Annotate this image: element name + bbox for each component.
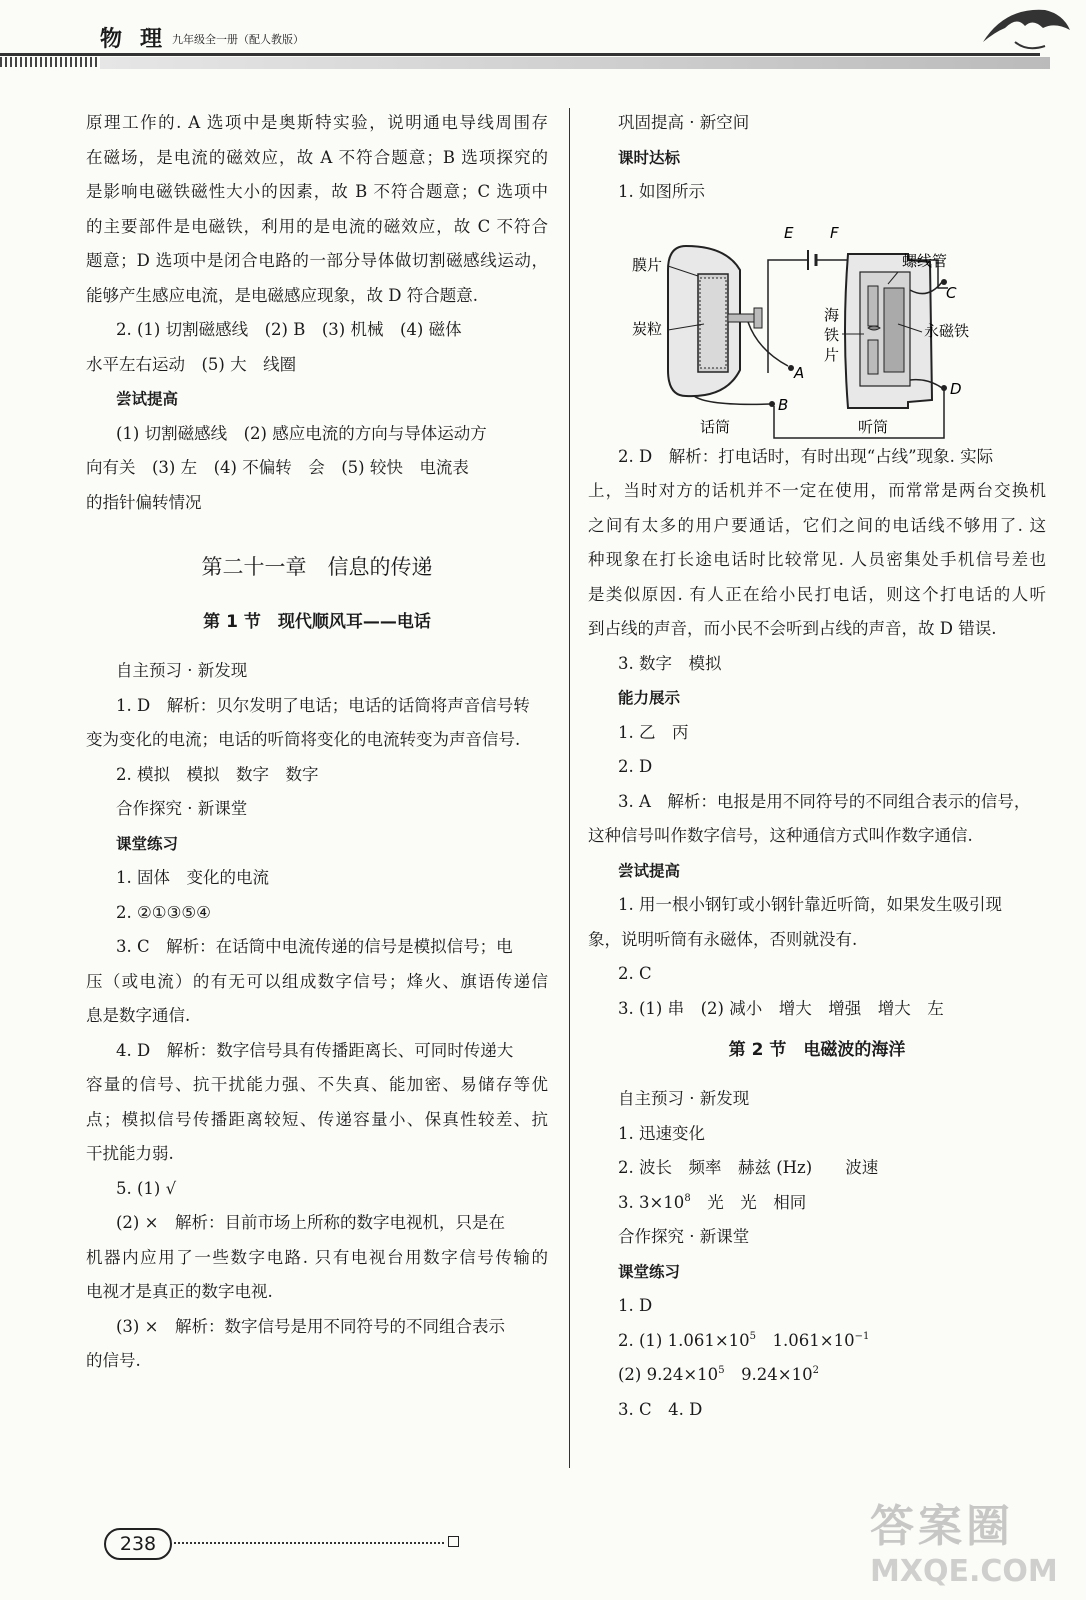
page-header xyxy=(0,0,1086,70)
part-label: 合作探究 · 新课堂 xyxy=(618,1227,750,1246)
answer-line: 3. A 解析：电报是用不同符号的不同组合表示的信号， xyxy=(618,791,1031,811)
watermark-logo: 答案圈 xyxy=(870,1501,1014,1552)
subheading: 课时达标 xyxy=(618,148,681,167)
page-number: 238 xyxy=(104,1528,172,1560)
answer-line: 3. 数字 模拟 xyxy=(618,653,722,673)
label-d: D xyxy=(950,379,962,398)
answer-line: 1. 用一根小钢钉或小钢针靠近听筒，如果发生吸引现 xyxy=(618,895,1002,914)
label-iron-2: 铁 xyxy=(824,325,840,344)
exponent: 8 xyxy=(684,1192,691,1204)
label-a: A xyxy=(794,363,805,382)
text-span: 9.24×10 xyxy=(724,1365,813,1384)
text-span: (2) 9.24×10 xyxy=(618,1365,719,1384)
text-line: 能够产生感应电流，是电磁感应现象，故 D 符合题意. xyxy=(86,285,478,305)
answer-line: 1. 迅速变化 xyxy=(618,1123,705,1143)
watermark xyxy=(870,1490,1080,1600)
exponent: 5 xyxy=(718,1365,725,1376)
answer-line xyxy=(588,1186,1046,1221)
answer-line: 1. D xyxy=(618,1296,653,1315)
answer-line: 到占线的声音，而小民不会听到占线的声音，故 D 错误. xyxy=(588,619,997,638)
header-band xyxy=(100,57,1050,69)
square-marker xyxy=(448,1536,459,1547)
answer-line: (3) × 解析：数字信号是用不同符号的不同组合表示 xyxy=(116,1316,505,1336)
answer-line: 1. 固体 变化的电流 xyxy=(116,868,269,887)
subheading: 课堂练习 xyxy=(618,1262,681,1281)
answer-line: (1) 切割磁感线 (2) 感应电流的方向与导体运动方 xyxy=(116,423,487,443)
label-coil: 螺线管 xyxy=(902,251,948,270)
answer-line: 这种信号叫作数字信号，这种通信方式叫作数字通信. xyxy=(588,826,973,845)
answer-line: 3. C 4. D xyxy=(618,1399,703,1419)
part-label: 合作探究 · 新课堂 xyxy=(116,799,248,818)
text-line: 在磁场，是电流的磁效应，故 A 不符合题意；B 选项探究的 xyxy=(86,147,548,167)
answer-line: 容量的信号、抗干扰能力强、不失真、能加密、易储存等优 xyxy=(86,1075,548,1094)
answer-line: 压（或电流）的有无可以组成数字信号；烽火、旗语传递信 xyxy=(86,971,548,991)
column-divider xyxy=(569,108,570,1468)
part-label: 自主预习 · 新发现 xyxy=(618,1089,750,1108)
answer-line: 1. D 解析：贝尔发明了电话；电话的话筒将声音信号转 xyxy=(116,695,530,715)
label-b: B xyxy=(778,395,789,414)
answer-line xyxy=(588,1324,1046,1359)
answer-line: 2. 模拟 模拟 数字 数字 xyxy=(116,764,319,784)
answer-line: 电视才是真正的数字电视. xyxy=(86,1282,273,1301)
answer-line: 是类似原因. 有人正在给小民打电话，则这个打电话的人听 xyxy=(588,584,1046,604)
text-line: 是影响电磁铁磁性大小的因素，故 B 不符合题意；C 选项中 xyxy=(86,182,548,201)
answer-line: 3. C 解析：在话筒中电流传递的信号是模拟信号；电 xyxy=(116,937,513,956)
answer-line: 种现象在打长途电话时比较常见. 人员密集处手机信号差也 xyxy=(588,550,1046,569)
answer-line: 的指针偏转情况 xyxy=(86,492,202,512)
section-title: 第 1 节 现代顺风耳——电话 xyxy=(203,612,431,632)
subheading: 尝试提高 xyxy=(116,390,179,408)
right-column xyxy=(588,106,1046,1427)
answer-line: 点；模拟信号传播距离较短、传递容量小、保真性较差、抗 xyxy=(86,1109,548,1129)
header-rule xyxy=(0,53,1040,56)
text-line: 题意；D 选项中是闭合电路的一部分导体做切割磁感线运动， xyxy=(86,251,548,270)
edition-label: 九年级全一册（配人教版） xyxy=(172,33,304,46)
text-span: 3. 3×10 xyxy=(618,1192,685,1212)
answer-line: 2. ②①③⑤④ xyxy=(116,902,211,922)
answer-line: 变为变化的电流；电话的听筒将变化的电流转变为声音信号. xyxy=(86,730,521,749)
label-f: F xyxy=(830,223,839,242)
answer-line: 向有关 (3) 左 (4) 不偏转 会 (5) 较快 电流表 xyxy=(86,458,469,477)
text-span: 2. (1) 1.061×10 xyxy=(618,1330,750,1350)
answer-line: 的信号. xyxy=(86,1351,141,1370)
subheading: 课堂练习 xyxy=(116,834,179,853)
telephone-circuit-diagram xyxy=(588,210,1046,440)
subheading: 能力展示 xyxy=(618,689,681,707)
exponent: 2 xyxy=(812,1365,819,1376)
answer-line: 机器内应用了一些数字电路. 只有电视台用数字信号传输的 xyxy=(86,1247,548,1267)
dotted-leader xyxy=(174,1542,444,1544)
part-label: 自主预习 · 新发现 xyxy=(116,661,248,680)
label-receiver: 听筒 xyxy=(858,417,889,436)
label-membrane: 膜片 xyxy=(632,255,663,274)
chapter-title: 第二十一章 信息的传递 xyxy=(201,555,433,579)
answer-line: 2. C xyxy=(618,964,652,983)
answer-line: 干扰能力弱. xyxy=(86,1144,174,1163)
answer-line: (2) × 解析：目前市场上所称的数字电视机，只是在 xyxy=(116,1213,505,1232)
header-ticks xyxy=(0,57,100,67)
exponent: 5 xyxy=(749,1330,757,1342)
watermark-url: MXQE.COM xyxy=(870,1554,1058,1589)
part-label: 巩固提高 · 新空间 xyxy=(618,113,750,132)
exponent: −1 xyxy=(854,1330,870,1342)
ginkgo-leaf-icon xyxy=(975,2,1075,62)
text-line: 的主要部件是电磁铁，利用的是电流的磁效应，故 C 不符合 xyxy=(86,216,548,236)
answer-line: 象，说明听筒有永磁体，否则就没有. xyxy=(588,929,858,949)
circuit-svg xyxy=(598,210,1038,440)
subject-title: 物理 xyxy=(100,26,181,52)
answer-line: 之间有太多的用户要通话，它们之间的电话线不够用了. 这 xyxy=(588,515,1046,535)
page-footer xyxy=(98,1524,478,1560)
answer-line: 水平左右运动 (5) 大 线圈 xyxy=(86,354,297,374)
answer-line: 2. (1) 切割磁感线 (2) B (3) 机械 (4) 磁体 xyxy=(116,320,462,339)
label-iron-1: 海 xyxy=(824,305,840,324)
answer-line: 1. 如图所示 xyxy=(618,182,705,201)
answer-line: 4. D 解析：数字信号具有传播距离长、可同时传递大 xyxy=(116,1040,514,1060)
answer-line: 5. (1) √ xyxy=(116,1178,177,1198)
section-title: 第 2 节 电磁波的海洋 xyxy=(728,1040,906,1060)
label-c: C xyxy=(946,283,957,302)
answer-line: 2. D 解析：打电话时，有时出现“占线”现象. 实际 xyxy=(618,446,994,466)
label-mic: 话筒 xyxy=(700,417,731,436)
answer-line: 上，当时对方的话机并不一定在使用，而常常是两台交换机 xyxy=(588,481,1046,500)
label-e: E xyxy=(784,223,794,242)
subheading: 尝试提高 xyxy=(618,861,681,880)
answer-line: 1. 乙 丙 xyxy=(618,722,689,742)
label-iron-3: 片 xyxy=(824,345,840,364)
answer-line: 息是数字通信. xyxy=(86,1006,191,1025)
left-column xyxy=(86,106,548,1379)
text-span: 1.061×10 xyxy=(756,1330,855,1350)
text-line: 原理工作的. A 选项中是奥斯特实验，说明通电导线周围存 xyxy=(86,113,548,132)
answer-line: 2. 波长 频率 赫兹 (Hz) 波速 xyxy=(618,1158,879,1177)
label-carbon: 炭粒 xyxy=(632,319,663,338)
text-span: 光 光 相同 xyxy=(690,1192,807,1212)
label-magnet: 永磁铁 xyxy=(924,321,970,340)
answer-line: 2. D xyxy=(618,757,653,776)
answer-line xyxy=(588,1358,1046,1393)
answer-line: 3. (1) 串 (2) 减小 增大 增强 增大 左 xyxy=(618,998,944,1018)
